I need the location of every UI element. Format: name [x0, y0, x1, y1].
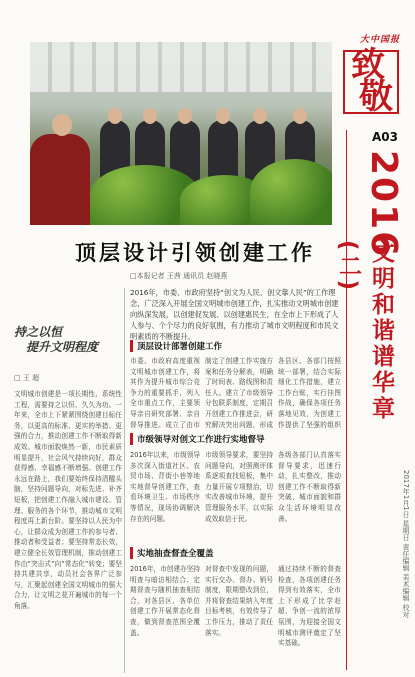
- column-divider: [124, 288, 125, 673]
- column-char: 致: [351, 45, 385, 85]
- commentary-column: [14, 325, 122, 677]
- person-head: [216, 108, 230, 124]
- page-number: A03: [372, 130, 398, 144]
- paper-name: 大中国报: [360, 35, 401, 45]
- person-head: [178, 108, 192, 124]
- news-photo: [30, 42, 332, 225]
- vendor-head: [52, 114, 72, 136]
- section-text: 通过持续不断的督查检查，各项创建任务得到有效落实，全市上下形成了比学赶超、争创一流的浓厚氛围，为迎接全国文明城市测评奠定了坚实基础。: [278, 565, 341, 648]
- article-byline: □本报记者 王茜 通讯员 赵晓燕: [130, 272, 228, 280]
- commentary-title-line: 持之以恒: [14, 325, 63, 339]
- column-logo: [343, 45, 399, 117]
- market-roof: [30, 42, 332, 92]
- section-text: 对督查中发现的问题，实行交办、督办、销号制度，限期整改到位，并将督查结果纳入年度目标考核，有效传导了工作压力，推动了责任落实。: [205, 565, 273, 637]
- commentary-title-line: 提升文明程度: [26, 340, 99, 354]
- divider: [346, 130, 347, 670]
- section-text: 2016年以来，市级领导多次深入街道社区、农贸市场、背街小巷等地实地督导创建工作，查看环境卫生、市场秩序等情况，现场协调解决存在的问题。: [130, 451, 200, 523]
- commentary-author: □ 王 超: [14, 374, 40, 382]
- page-meta: 2017年1月1日 星期日 责任编辑 美术编辑 校对: [402, 470, 410, 618]
- section-heading: 市级领导对创文工作进行实地督导: [130, 433, 265, 445]
- section-text: 市委、市政府高度重视文明城市创建工作，将其作为提升城市综合竞争力的重要抓手，列入全市重点工作，主要领导亲自研究部署、亲自督导推进。成立了由市: [130, 357, 200, 429]
- section-heading: 实地抽查督查全覆盖: [130, 547, 214, 559]
- vendor-figure: [30, 134, 90, 225]
- section-text: 各县区、各部门按照统一部署，结合实际细化工作措施，建立工作台账，实行挂图作战，确保各项任务落地见效，为创建工作提供了坚强的组织: [278, 357, 341, 429]
- section-heading: 顶层设计部署创建工作: [130, 340, 222, 352]
- section-title: 文明和谐谱华章(二): [335, 240, 394, 422]
- section-text: 各级各部门认真落实督导要求，迅速行动，扎实整改，推动创建工作不断取得新突破，城市面貌和群众生活环境明显改善。: [278, 451, 341, 523]
- column-char: 敬: [359, 77, 393, 117]
- person-head: [293, 108, 307, 124]
- vegetable-stall: [250, 159, 332, 225]
- article-lead: 2016年，市委、市政府坚持“创文为人民、创文靠人民”的工作理念，广泛深入开展全国文明城市创建工作，扎实推动文明城市创建向纵深发展，以创建促发展、以创建惠民生，在全市上下形成了人人参与、个个尽力的良好氛围，有力推动了城市文明程度和市民文明素质的不断提升。: [130, 288, 339, 341]
- year-label: 2016: [363, 150, 404, 259]
- section-text: 制定了创建工作实施方案和任务分解表，明确了时间表、路线图和责任人。建立了市级领导分包联系制度，定期召开创建工作推进会，研究解决突出问题，形成: [205, 357, 273, 429]
- article-headline: 顶层设计引领创建工作: [75, 241, 315, 265]
- person-head: [108, 108, 122, 124]
- person-head: [253, 108, 267, 124]
- person-head: [143, 108, 157, 124]
- section-text: 2016年，市创建办坚持明查与暗访相结合、定期督查与随机抽查相结合，对各县区、各单位创建工作开展常态化督查，做到督查范围全覆盖。: [130, 565, 200, 637]
- commentary-text: 文明城市创建是一项长期性、系统性工程，需要持之以恒、久久为功。一年来，全市上下紧紧围绕创建目标任务，以更高的标准、更实的举措、更强的合力，推动创建工作不断取得新成效。城市面貌焕然一新，市民素质明显提升，社会风气持续向好，群众获得感、幸福感不断增强。创建工作永远在路上，我们要始终保持清醒头脑，坚持问题导向，对标先进、补齐短板，把创建工作融入城市建设、管理、服务的各个环节，推动城市文明程度再上新台阶。要坚持以人民为中心，让群众成为创建工作的参与者、推动者和受益者；要坚持常态长效，建立健全长效管理机制，推动创建工作由“突击式”向“常态化”转变；要坚持共建共享，动员社会各界广泛参与，汇聚起创建全国文明城市的强大合力，让文明之花开遍城市的每一个角落。: [14, 390, 122, 610]
- commentary-title: [14, 325, 122, 355]
- section-text: 市级领导要求，要坚持问题导向，对照测评体系逐项查找短板，集中力量开展专项整治，切实改善城市环境，提升管理服务水平，以实际成效取信于民。: [205, 451, 273, 523]
